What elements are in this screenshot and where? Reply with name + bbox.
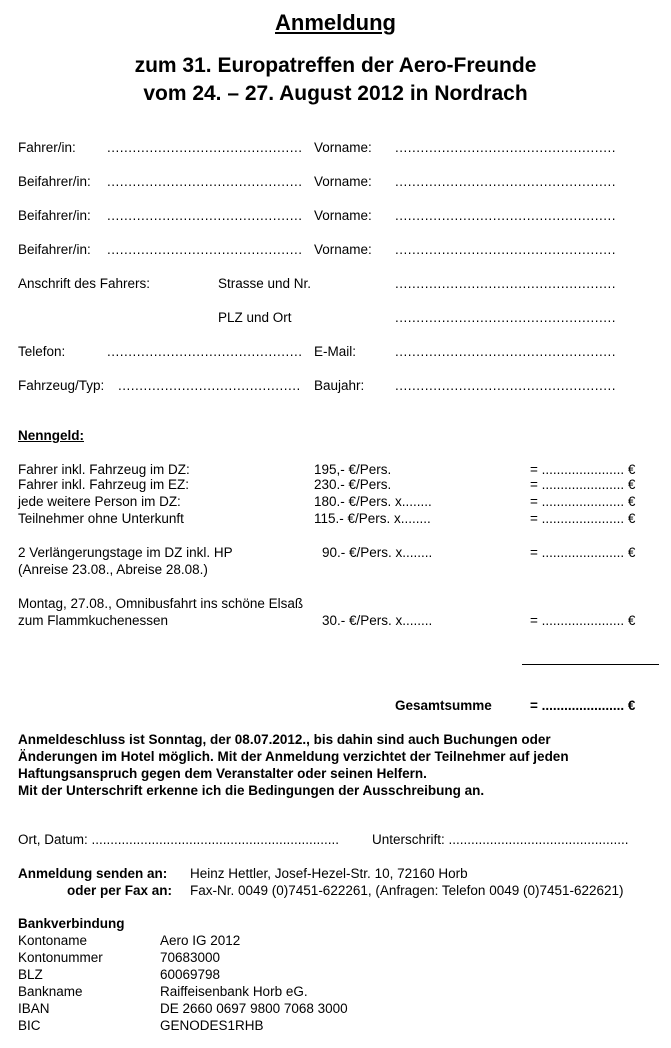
bank-value: DE 2660 0697 9800 7068 3000 — [160, 1001, 348, 1016]
fee-amount-field[interactable]: = ...................... € — [530, 462, 636, 477]
codriver-1-firstname-field[interactable]: .................................................... — [395, 174, 617, 189]
codriver-1-name-field[interactable]: .............................................. — [107, 174, 303, 189]
fee-price[interactable]: 30.- €/Pers. x........ — [322, 613, 433, 628]
bank-label: IBAN — [18, 1001, 50, 1016]
codriver-2-label: Beifahrer/in: — [18, 208, 91, 223]
fee-amount-field[interactable]: = ...................... € — [530, 511, 636, 526]
codriver-1-label: Beifahrer/in: — [18, 174, 91, 189]
bank-label: Kontonummer — [18, 950, 103, 965]
address-label: Anschrift des Fahrers: — [18, 276, 151, 291]
street-field[interactable]: .................................................... — [395, 276, 617, 291]
sum-divider — [522, 664, 659, 665]
fee-label: Teilnehmer ohne Unterkunft — [18, 511, 184, 526]
bank-label: Kontoname — [18, 933, 88, 948]
fee-label: jede weitere Person im DZ: — [18, 494, 181, 509]
fee-label: Montag, 27.08., Omnibusfahrt ins schöne Elsaß — [18, 596, 304, 611]
fee-label: Fahrer inkl. Fahrzeug im EZ: — [18, 477, 190, 492]
fee-label: Fahrer inkl. Fahrzeug im DZ: — [18, 462, 190, 477]
fee-price[interactable]: 180.- €/Pers. x........ — [314, 494, 432, 509]
fee-price[interactable]: 90.- €/Pers. x........ — [322, 545, 433, 560]
year-field[interactable]: .................................................... — [395, 378, 617, 393]
phone-label: Telefon: — [18, 344, 66, 359]
subtitle-line-1: zum 31. Europatreffen der Aero-Freunde — [134, 54, 537, 77]
phone-field[interactable]: .............................................. — [107, 344, 303, 359]
fee-sublabel: zum Flammkuchenessen — [18, 613, 169, 628]
bank-value: 70683000 — [160, 950, 221, 965]
plz-field[interactable]: .................................................... — [395, 310, 617, 325]
notice-line-1: Anmeldeschluss ist Sonntag, der 08.07.2012., bis dahin sind auch Buchungen oder — [18, 732, 551, 747]
street-label: Strasse und Nr. — [218, 276, 312, 291]
fee-price: 230.- €/Pers. — [314, 477, 392, 492]
fee-amount-field[interactable]: = ...................... € — [530, 477, 636, 492]
email-field[interactable]: .................................................... — [395, 344, 617, 359]
fees-heading: Nenngeld: — [18, 428, 84, 443]
send-to-address: Heinz Hettler, Josef-Hezel-Str. 10, 72160 Horb — [190, 866, 468, 881]
notice-line-4: Mit der Unterschrift erkenne ich die Bedingungen der Ausschreibung an. — [18, 783, 485, 798]
codriver-2-firstname-label: Vorname: — [314, 208, 372, 223]
notice-text — [18, 731, 569, 799]
notice-line-2: Änderungen im Hotel möglich. Mit der Anmeldung verzichtet der Teilnehmer auf jeden — [18, 749, 569, 764]
email-label: E-Mail: — [314, 344, 357, 359]
year-label: Baujahr: — [314, 378, 365, 393]
notice-line-3: Haftungsanspruch gegen dem Veranstalter oder seinen Helfern. — [18, 766, 427, 781]
fee-sublabel: (Anreise 23.08., Abreise 28.08.) — [18, 562, 208, 577]
vehicle-label: Fahrzeug/Typ: — [18, 378, 105, 393]
driver-name-field[interactable]: .............................................. — [107, 140, 303, 155]
fee-amount-field[interactable]: = ...................... € — [530, 613, 636, 628]
fee-label: 2 Verlängerungstage im DZ inkl. HP — [18, 545, 233, 560]
driver-firstname-label: Vorname: — [314, 140, 372, 155]
page-title: Anmeldung — [275, 10, 396, 35]
subtitle-line-2: vom 24. – 27. August 2012 in Nordrach — [143, 82, 528, 105]
place-date-field[interactable]: Ort, Datum: .................................................................. — [18, 832, 340, 847]
vehicle-field[interactable]: ........................................... — [118, 378, 301, 393]
driver-label: Fahrer/in: — [18, 140, 76, 155]
fee-amount-field[interactable]: = ...................... € — [530, 545, 636, 560]
codriver-2-name-field[interactable]: .............................................. — [107, 208, 303, 223]
total-label: Gesamtsumme — [395, 698, 492, 713]
plz-label: PLZ und Ort — [218, 310, 292, 325]
signature-field[interactable]: Unterschrift: ................................................ — [372, 832, 629, 847]
fee-price: 195,- €/Pers. — [314, 462, 392, 477]
codriver-3-label: Beifahrer/in: — [18, 242, 91, 257]
fee-amount-field[interactable]: = ...................... € — [530, 494, 636, 509]
bank-label: BLZ — [18, 967, 43, 982]
total-amount-field[interactable]: = ...................... € — [530, 698, 636, 713]
fee-price[interactable]: 115.- €/Pers. x........ — [314, 511, 431, 526]
bank-label: Bankname — [18, 984, 83, 999]
bank-value: GENODES1RHB — [160, 1018, 264, 1033]
codriver-3-name-field[interactable]: .............................................. — [107, 242, 303, 257]
fax-label: oder per Fax an: — [67, 883, 173, 898]
bank-value: 60069798 — [160, 967, 221, 982]
driver-firstname-field[interactable]: .................................................... — [395, 140, 617, 155]
bank-heading: Bankverbindung — [18, 916, 125, 931]
fax-number: Fax-Nr. 0049 (0)7451-622261, (Anfragen: Telefon 0049 (0)7451-622621) — [190, 883, 624, 898]
codriver-3-firstname-field[interactable]: .................................................... — [395, 242, 617, 257]
send-to-label: Anmeldung senden an: — [18, 866, 168, 881]
bank-value: Raiffeisenbank Horb eG. — [160, 984, 308, 999]
bank-label: BIC — [18, 1018, 41, 1033]
codriver-1-firstname-label: Vorname: — [314, 174, 372, 189]
bank-value: Aero IG 2012 — [160, 933, 241, 948]
codriver-3-firstname-label: Vorname: — [314, 242, 372, 257]
codriver-2-firstname-field[interactable]: .................................................... — [395, 208, 617, 223]
